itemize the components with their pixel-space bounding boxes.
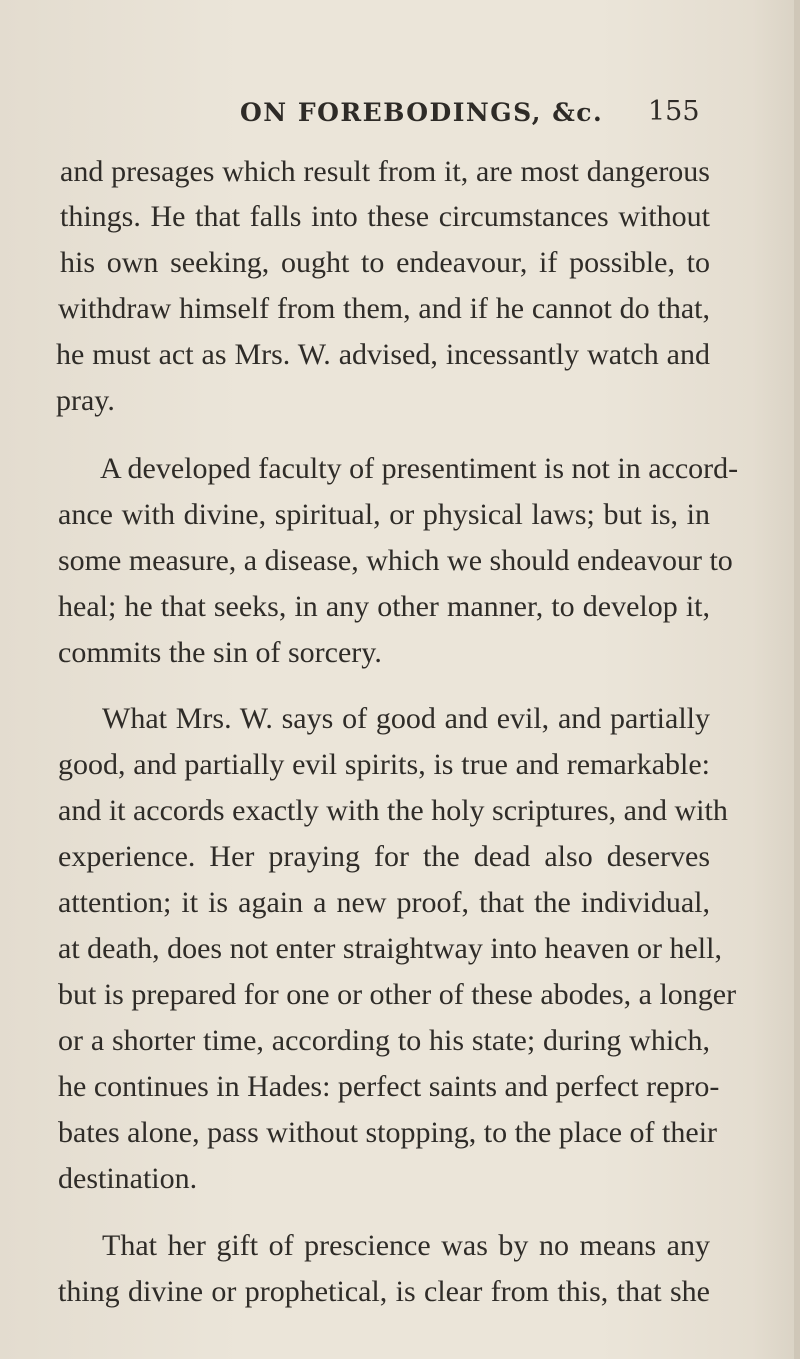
text-line: commits the sin of sorcery. [58, 636, 382, 669]
text-line: some measure, a disease, which we should endeavour to [58, 544, 733, 577]
text-line: bates alone, pass without stopping, to the place of their [58, 1116, 718, 1149]
text-line: heal; he that seeks, in any other manner, to develop it, [58, 590, 710, 623]
text-line: things. He that falls into these circumstances without [60, 200, 710, 233]
text-line: he must act as Mrs. W. advised, incessantly watch and [56, 338, 710, 371]
text-line: good, and partially evil spirits, is true and remarkable: [58, 748, 710, 781]
page-number: 155 [648, 96, 700, 127]
text-line: pray. [56, 384, 115, 417]
text-line: What Mrs. W. says of good and evil, and partially [102, 702, 710, 735]
text-line: That her gift of prescience was by no means any [102, 1229, 710, 1262]
text-line: at death, does not enter straightway into heaven or hell, [58, 932, 722, 965]
text-line: but is prepared for one or other of these abodes, a longer [58, 978, 737, 1011]
text-line: experience. Her praying for the dead also deserves [58, 840, 710, 873]
text-line: and it accords exactly with the holy scriptures, and with [58, 794, 728, 827]
text-line: or a shorter time, according to his state; during which, [58, 1024, 710, 1057]
text-line: ance with divine, spiritual, or physical laws; but is, in [58, 498, 710, 531]
text-line: his own seeking, ought to endeavour, if possible, to [60, 246, 710, 279]
text-line: destination. [58, 1162, 198, 1195]
text-line: withdraw himself from them, and if he cannot do that, [58, 292, 710, 325]
text-line: and presages which result from it, are most dangerous [60, 155, 710, 188]
text-line: he continues in Hades: perfect saints and perfect repro- [58, 1070, 720, 1103]
text-line: attention; it is again a new proof, that the individual, [58, 886, 710, 919]
text-line: A developed faculty of presentiment is not in accord- [100, 452, 739, 485]
page-edge [794, 0, 800, 1359]
text-line: thing divine or prophetical, is clear from this, that she [58, 1275, 710, 1308]
running-title: ON FOREBODINGS, &c. [240, 98, 604, 127]
